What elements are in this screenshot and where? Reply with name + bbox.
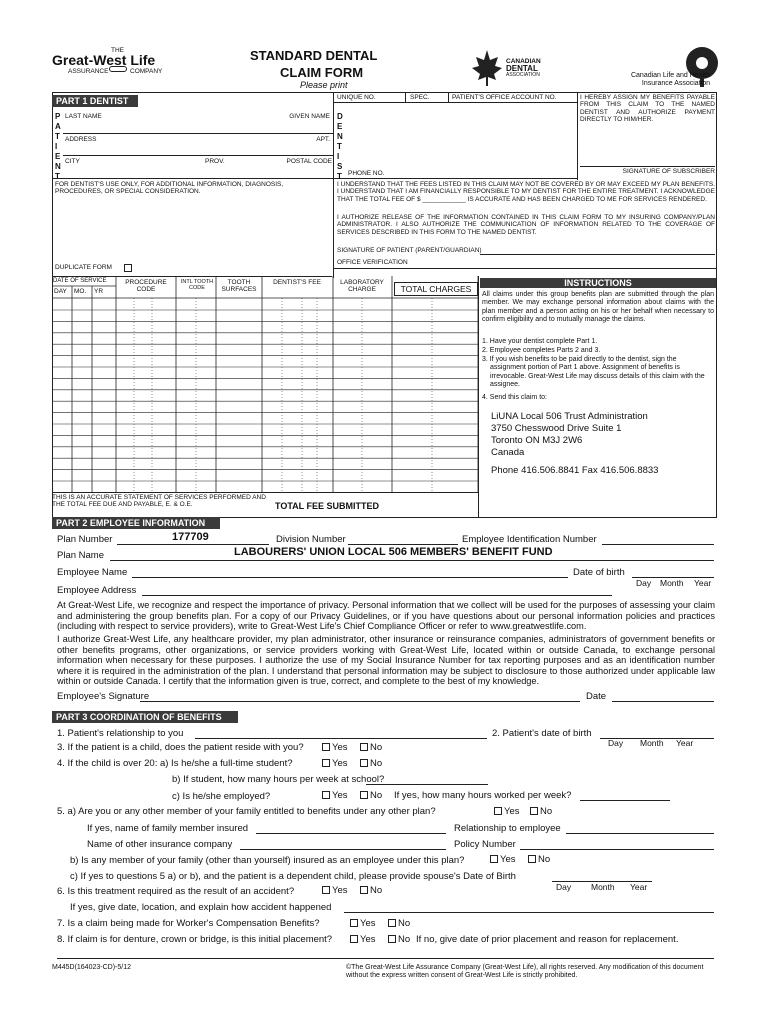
send-addr-1: LiUNA Local 506 Trust Administration (491, 411, 648, 422)
no-label: No (398, 918, 411, 929)
divider (448, 92, 449, 102)
yes-label: Yes (504, 806, 520, 817)
division-label: Division Number (276, 534, 346, 545)
plan-name-label: Plan Name (57, 550, 104, 561)
q6b: If yes, give date, location, and explain how accident happened (70, 902, 332, 913)
dob-year: Year (694, 578, 712, 588)
q3-yes-checkbox[interactable] (322, 743, 330, 751)
q5-pol-label: Policy Number (454, 839, 516, 850)
q1: 1. Patient's relationship to you (57, 728, 184, 739)
city-label: CITY (65, 158, 80, 165)
q6-yes[interactable] (322, 885, 348, 897)
grid-bottom-line (52, 492, 478, 493)
q4c-yes[interactable] (322, 790, 348, 802)
address-label: ADDRESS (65, 136, 97, 143)
q8: 8. If claim is for denture, crown or bridge, is this initial placement? (57, 934, 333, 945)
q5a-yes-checkbox[interactable] (494, 807, 502, 815)
form-title-1: STANDARD DENTAL (250, 48, 378, 63)
q3-no-checkbox[interactable] (360, 743, 368, 751)
dentist-letters: D E N T I S T (337, 112, 343, 181)
form-code: M445D(164023-CD)-5/12 (52, 964, 131, 971)
address-line (63, 155, 333, 156)
q5-name-label: If yes, name of family member insured (87, 823, 249, 834)
day-label: DAY (54, 288, 67, 295)
q5b-yes-checkbox[interactable] (490, 855, 498, 863)
q5-ins-line[interactable] (240, 849, 446, 850)
q5-rel-line[interactable] (566, 833, 714, 834)
prov-label: PROV. (205, 158, 225, 165)
cda-l3: ASSOCIATION (506, 72, 540, 78)
emp-date-label: Date (586, 691, 607, 702)
clhia-l2: Insurance Association (641, 80, 710, 87)
q5-name-line[interactable] (256, 833, 446, 834)
q7-no[interactable] (388, 918, 410, 930)
emp-id-label: Employee Identification Number (462, 534, 597, 545)
q5c-day: Day (556, 882, 572, 892)
patient-sig-line[interactable] (480, 254, 715, 255)
intl-tooth-label: INTL TOOTH CODE (180, 279, 214, 292)
yr-label: YR (94, 288, 104, 295)
q4a-yes[interactable] (322, 758, 348, 770)
q5c: c) If yes to questions 5 a) or b), and the patient is a dependent child, please provide spouse's Date of Birth (70, 871, 516, 882)
q3: 3. If the patient is a child, does the patient reside with you? (57, 742, 304, 753)
q5b-no[interactable] (528, 854, 550, 866)
please-print: Please print (300, 80, 348, 90)
q7-yes[interactable] (350, 918, 376, 930)
authorize-text: I AUTHORIZE RELEASE OF THE INFORMATION CONTAINED IN THIS CLAIM FORM TO MY INSURING COMPANY/PLAN ADMINISTRATOR. I ALSO AUTHORIZE THE COMMUNICATION OF INFORMATION RELATED TO THE COVERAGE OF SERVICES DESCRIBED IN THIS FORM TO THE NAMED DENTIST. (337, 214, 715, 236)
dob-label: Date of birth (573, 567, 625, 578)
instruction-3: 3. If you wish benefits to be paid directly to the dentist, sign the assignment portion of Part 1 above. Assignment of benefits is irrevocable. Great-West Life may discuss details of this claim with the assignee. (482, 356, 705, 389)
q3-yes[interactable] (322, 742, 348, 754)
q5-pol-line[interactable] (520, 849, 714, 850)
send-addr-4: Canada (491, 447, 525, 458)
dob-day: Day (636, 578, 652, 588)
office-acct-label: PATIENT'S OFFICE ACCOUNT NO. (452, 94, 557, 101)
emp-signature-label: Employee's Signature (57, 691, 150, 702)
form-title-2: CLAIM FORM (280, 65, 364, 80)
send-addr-3: Toronto ON M3J 2W6 (491, 435, 583, 446)
plan-number-label: Plan Number (57, 534, 113, 545)
q4b-line[interactable] (366, 784, 488, 785)
sig-patient-label: SIGNATURE OF PATIENT (PARENT/GUARDIAN) (337, 247, 482, 254)
part1-title: PART 1 DENTIST (52, 95, 138, 107)
dob-month: Month (660, 578, 684, 588)
last-name-label: LAST NAME (65, 113, 102, 120)
q5-ins-label: Name of other insurance company (87, 839, 233, 850)
yes-label: Yes (360, 934, 376, 945)
emp-name-label: Employee Name (57, 567, 128, 578)
plan-name-value: LABOURERS' UNION LOCAL 506 MEMBERS' BENEFIT FUND (234, 546, 553, 558)
no-label: No (540, 806, 553, 817)
q1-line[interactable] (195, 738, 487, 739)
duplicate-label: DUPLICATE FORM (55, 264, 112, 271)
divider (333, 92, 334, 180)
understand-text: I UNDERSTAND THAT THE FEES LISTED IN THIS CLAIM MAY NOT BE COVERED BY OR MAY EXCEED MY PLAN BENEFITS. I UNDERSTAND THAT I AM FINANCIALLY RESPONSIBLE TO MY DENTIST FOR THE ENTIRE TREATMENT. I ACKNOWLEDGE THAT THE TOTAL FEE OF $ ____________ IS ACCURATE AND HAS BEEN CHARGED TO ME FOR SERVICES RENDERED. (337, 181, 715, 203)
authorize-text-2: I authorize Great-West Life, any healthcare provider, my plan administrator, other insurance or reinsurance companies, administrators of government benefits or other benefits programs, other organizations, or service providers working with Great-West Life, located within or outside Canada, to exchange personal information when necessary for these purposes. I authorize the use of my Social Insurance Number for tax reporting purposes and as an identification number where it is required in the administration of the plan. I understand that personal information may be subject to disclosure to those authorized under applicable law within or outside Canada. I certify that the information given is true, correct, and complete to the best of my knowledge. (57, 634, 715, 687)
divider (478, 276, 479, 518)
accurate-statement: THIS IS AN ACCURATE STATEMENT OF SERVICES PERFORMED AND THE TOTAL FEE DUE AND PAYABLE, E. & O.E. (52, 494, 266, 509)
q2-day: Day (608, 738, 624, 748)
no-label: No (538, 854, 551, 865)
copyright: ©The Great-West Life Assurance Company (Great-West Life), all rights reserved. Any modification of this document without the express written consent of Great-West Life is strictly prohibited. (346, 964, 704, 980)
q5b-no-checkbox[interactable] (528, 855, 536, 863)
instructions-intro: All claims under this group benefits plan are submitted through the plan member. We may exchange personal information about claims with the plan member and a person acting on his or her behalf when necessary to confirm eligibility and to mutually manage the claims. (482, 291, 714, 324)
mo-label: MO. (74, 288, 87, 295)
q4c-no[interactable] (360, 790, 382, 802)
verif-line (333, 268, 717, 269)
yes-label: Yes (332, 790, 348, 801)
duplicate-checkbox[interactable] (124, 264, 132, 272)
part2-title: PART 2 EMPLOYEE INFORMATION (52, 517, 220, 529)
logo-name: Great-West Life (52, 52, 156, 68)
q6: 6. Is this treatment required as the result of an accident? (57, 886, 295, 897)
q7-yes-checkbox[interactable] (350, 919, 358, 927)
patient-bottom-line (52, 178, 577, 179)
q5a-no[interactable] (530, 806, 552, 818)
q5a-no-checkbox[interactable] (530, 807, 538, 815)
division-line[interactable] (348, 544, 458, 545)
q7: 7. Is a claim being made for Worker's Compensation Benefits? (57, 918, 320, 929)
q2-year: Year (676, 738, 694, 748)
no-label: No (370, 885, 383, 896)
yes-label: Yes (360, 918, 376, 929)
q4a-yes-checkbox[interactable] (322, 759, 330, 767)
service-grid[interactable] (52, 276, 478, 492)
yes-label: Yes (500, 854, 516, 865)
q5c-month: Month (591, 882, 615, 892)
lab-charge-label: LABORATORY CHARGE (340, 279, 384, 294)
logo-sub-left: ASSURANCE (68, 68, 109, 75)
q4a: 4. If the child is over 20: a) Is he/she a full-time student? (57, 758, 293, 769)
emp-address-line[interactable] (142, 595, 612, 596)
emp-id-line[interactable] (602, 544, 714, 545)
spec-label: SPEC. (410, 94, 430, 101)
instruction-2: 2. Employee completes Parts 2 and 3. (482, 347, 601, 354)
q6-yes-checkbox[interactable] (322, 886, 330, 894)
dentist-top-line (333, 102, 577, 103)
instruction-4: 4. Send this claim to: (482, 394, 547, 401)
plan-name-line[interactable] (110, 560, 714, 561)
given-name-label: GIVEN NAME (289, 113, 330, 120)
emp-name-line[interactable] (132, 577, 568, 578)
no-label: No (370, 758, 383, 769)
yes-label: Yes (332, 885, 348, 896)
subscriber-sig-line[interactable] (580, 166, 715, 167)
q8b-line[interactable] (57, 958, 714, 959)
plan-number-line[interactable] (117, 544, 269, 545)
q8-no[interactable] (388, 934, 410, 946)
apt-label: APT. (316, 136, 330, 143)
key-icon (109, 66, 127, 72)
q4c-yes-checkbox[interactable] (322, 791, 330, 799)
phone-label: PHONE NO. (348, 170, 385, 177)
q4b: b) If student, how many hours per week at school? (172, 774, 385, 785)
emp-signature-line[interactable] (140, 701, 580, 702)
office-verif-label: OFFICE VERIFICATION (337, 259, 408, 266)
q5-rel-label: Relationship to employee (454, 823, 561, 834)
part3-title: PART 3 COORDINATION OF BENEFITS (52, 711, 238, 723)
proc-code-label: PROCEDURE CODE (125, 279, 167, 294)
yes-label: Yes (332, 742, 348, 753)
postal-label: POSTAL CODE (286, 158, 332, 165)
q5b: b) Is any member of your family (other than yourself) insured as an employee under this plan? (70, 855, 465, 866)
yes-label: Yes (332, 758, 348, 769)
divider (333, 180, 334, 278)
q8b: If no, give date of prior placement and reason for replacement. (416, 934, 679, 945)
q5a-yes[interactable] (494, 806, 520, 818)
date-service-label: DATE OF SERVICE (53, 278, 107, 284)
assign-text: I HEREBY ASSIGN MY BENEFITS PAYABLE FROM THIS CLAIM TO THE NAMED DENTIST AND AUTHORIZE PAYMENT DIRECTLY TO HIM/HER. (580, 94, 715, 124)
unique-no-label: UNIQUE NO. (337, 94, 376, 101)
q3-no[interactable] (360, 742, 382, 754)
q4a-no-checkbox[interactable] (360, 759, 368, 767)
tooth-surf-label: TOOTH SURFACES (221, 279, 257, 294)
q4a-no[interactable] (360, 758, 382, 770)
dentist-fee-label: DENTIST'S FEE (273, 279, 321, 286)
plan-number-value: 177709 (172, 531, 209, 543)
send-addr-2: 3750 Chesswood Drive Suite 1 (491, 423, 622, 434)
no-label: No (370, 742, 383, 753)
q6b-line[interactable] (344, 912, 714, 913)
q8-no-checkbox[interactable] (388, 935, 396, 943)
instructions-title: INSTRUCTIONS (480, 278, 716, 288)
sig-subscriber-label: SIGNATURE OF SUBSCRIBER (622, 168, 715, 175)
q2-month: Month (640, 738, 664, 748)
q6-no-checkbox[interactable] (360, 886, 368, 894)
q5b-yes[interactable] (490, 854, 516, 866)
q5c-year: Year (630, 882, 648, 892)
logo-sub-right: COMPANY (130, 68, 163, 75)
emp-date-line[interactable] (612, 701, 714, 702)
q7-no-checkbox[interactable] (388, 919, 396, 927)
emp-address-label: Employee Address (57, 585, 137, 596)
maple-leaf-icon (470, 48, 504, 88)
q8-yes[interactable] (350, 934, 376, 946)
divider (577, 92, 578, 180)
clhia-l1: Canadian Life and Health (630, 72, 710, 79)
q2: 2. Patient's date of birth (492, 728, 592, 739)
send-phone: Phone 416.506.8841 Fax 416.506.8833 (491, 465, 659, 476)
total-charges-label: TOTAL CHARGES (394, 282, 478, 296)
cda-l2: DENTAL (506, 64, 538, 73)
patient-letters: P A T I E N T (55, 112, 61, 181)
total-fee-label: TOTAL FEE SUBMITTED (275, 501, 380, 511)
q5a: 5. a) Are you or any other member of your family entitled to benefits under any other plan? (57, 806, 436, 817)
dentist-use-label: FOR DENTIST'S USE ONLY, FOR ADDITIONAL INFORMATION, DIAGNOSIS, PROCEDURES, OR SPECIAL CONSIDERATION. (55, 181, 284, 196)
q4c2-line[interactable] (580, 800, 670, 801)
logo-the: THE (111, 47, 124, 54)
q6-no[interactable] (360, 885, 382, 897)
cda-l1: CANADIAN (506, 58, 541, 65)
no-label: No (370, 790, 383, 801)
q8-yes-checkbox[interactable] (350, 935, 358, 943)
no-label: No (398, 934, 411, 945)
q4c: c) Is he/she employed? (172, 791, 271, 802)
divider (405, 92, 406, 102)
q4c2: If yes, how many hours worked per week? (394, 790, 572, 801)
instruction-1: 1. Have your dentist complete Part 1. (482, 338, 598, 345)
name-line (63, 133, 333, 134)
privacy-text: At Great-West Life, we recognize and respect the importance of privacy. Personal information that we collect will be used for the purposes of assessing your claim and administering the group benefits plan. For a copy of our Privacy Guidelines, or if you have questions about our personal information policies and practices (including with respect to service providers), write to Great-West Life's Chief Compliance Officer or refer to www.greatwestlife.com. (57, 600, 715, 632)
q4c-no-checkbox[interactable] (360, 791, 368, 799)
